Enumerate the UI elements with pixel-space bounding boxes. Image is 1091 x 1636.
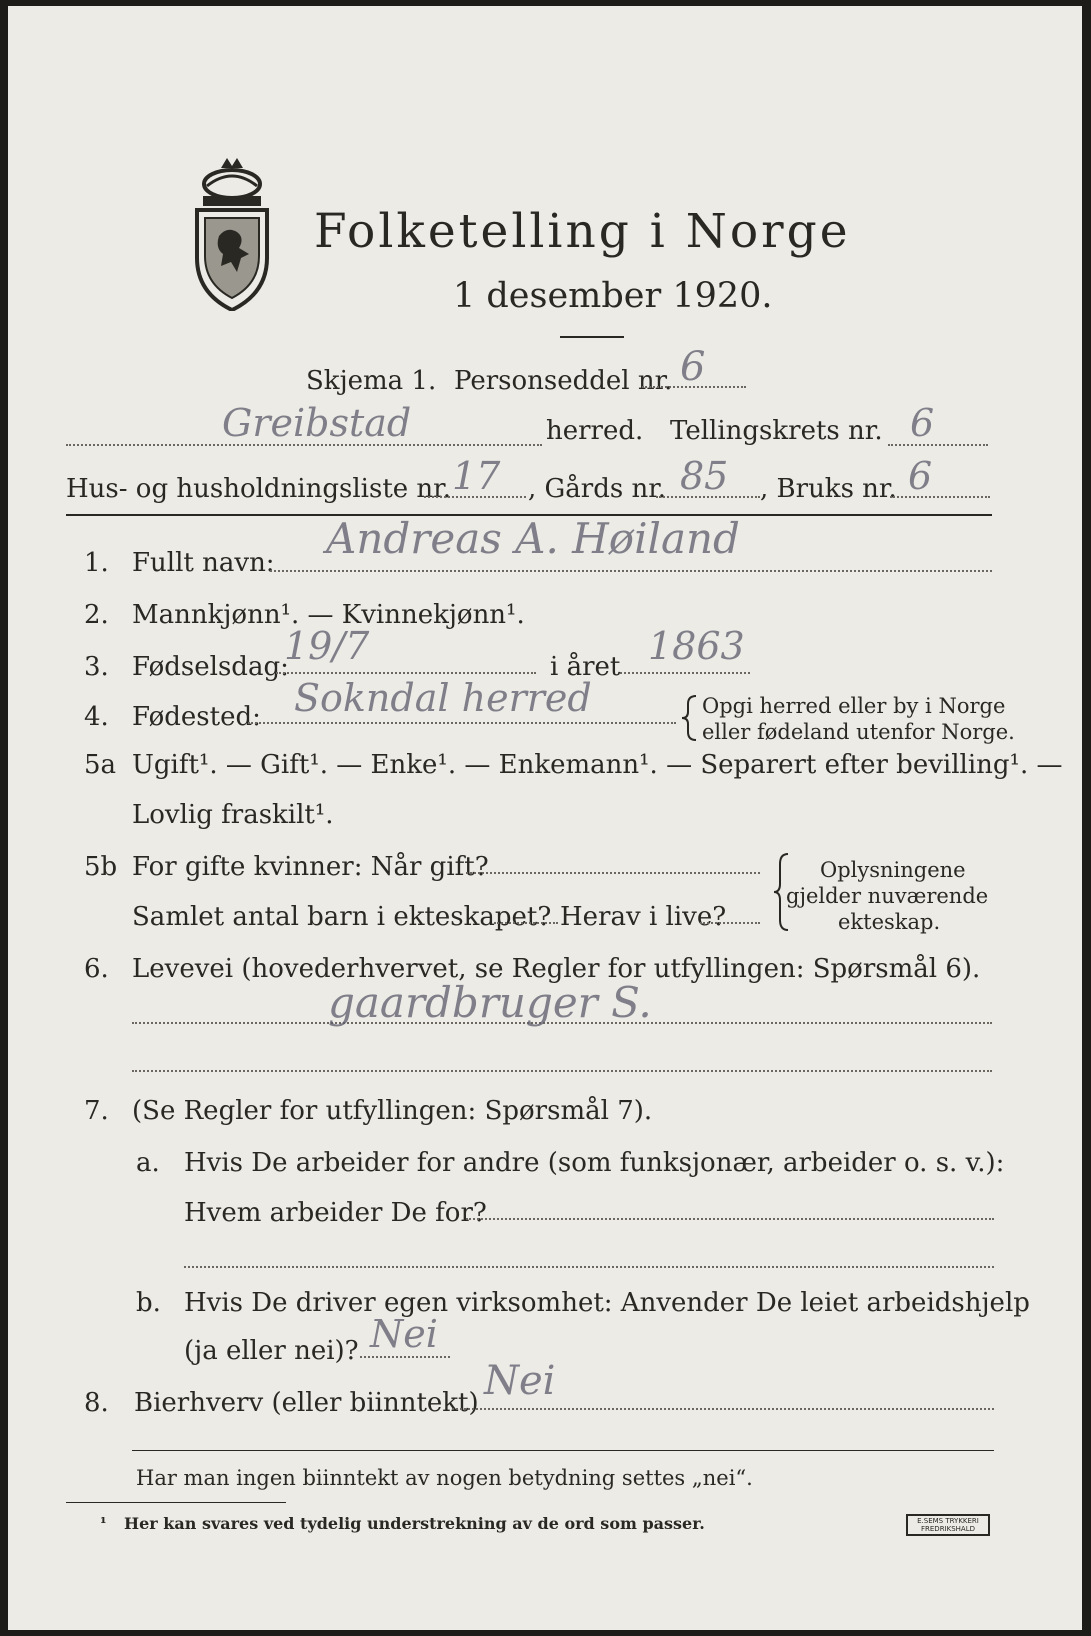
q5b-label-2: Samlet antal barn i ekteskapet? — [132, 902, 552, 932]
marital-status-options-2: Lovlig fraskilt¹. — [132, 800, 334, 830]
q5b-line-2 — [494, 922, 558, 924]
q7a-answer-line-2 — [184, 1266, 994, 1268]
hired-help-value: Nei — [370, 1312, 438, 1356]
q7b-answer-line — [360, 1356, 450, 1358]
printer-stamp-line-2: FREDRIKSHALD — [920, 1525, 975, 1533]
q7b-letter: b. — [136, 1288, 161, 1318]
q5b-label-1: For gifte kvinner: Når gift? — [132, 852, 489, 882]
footnote-mark: ¹ — [100, 1514, 107, 1532]
q7a-letter: a. — [136, 1148, 160, 1178]
q2-number: 2. — [84, 600, 109, 630]
q4-note-2: eller fødeland utenfor Norge. — [702, 720, 1015, 744]
q5b-label-3: Herav i live? — [560, 902, 727, 932]
q5b-line-1 — [466, 872, 760, 874]
birthplace-value: Sokndal herred — [294, 676, 592, 720]
title-divider — [560, 336, 624, 338]
q5b-line-3 — [700, 922, 760, 924]
printer-stamp — [906, 1514, 990, 1536]
q1-label: Fullt navn: — [132, 548, 275, 578]
full-name-value: Andreas A. Høiland — [326, 514, 740, 563]
bruks-line — [890, 496, 990, 498]
q1-line — [270, 570, 992, 572]
q5b-note-2: gjelder nuværende — [786, 884, 989, 908]
q5b-number: 5b — [84, 852, 118, 882]
schema-label: Skjema 1. — [306, 366, 437, 396]
q3-day-line — [276, 672, 536, 674]
q7b-line-1: Hvis De driver egen virksomhet: Anvender De leiet arbeidshjelp — [184, 1288, 1030, 1318]
q6-label: Levevei (hovederhvervet, se Regler for utfyllingen: Spørsmål 6). — [132, 954, 981, 984]
q7a-answer-line-1 — [466, 1218, 994, 1220]
q7-number: 7. — [84, 1096, 109, 1126]
q4-line — [248, 722, 676, 724]
q8-line — [452, 1408, 994, 1410]
q3-label: Fødselsdag: — [132, 652, 289, 682]
gards-value: 85 — [680, 454, 729, 498]
tellingskrets-value: 6 — [910, 401, 935, 445]
birth-year-value: 1863 — [648, 624, 745, 668]
gards-label: , Gårds nr. — [528, 474, 667, 504]
q5b-note-3: ekteskap. — [838, 910, 941, 934]
side-income-value: Nei — [484, 1358, 556, 1404]
q3-number: 3. — [84, 652, 109, 682]
herred-value: Greibstad — [222, 401, 412, 445]
q7-label: (Se Regler for utfyllingen: Spørsmål 7). — [132, 1096, 653, 1126]
personseddel-value: 6 — [680, 344, 706, 390]
q2-label: Mannkjønn¹. — Kvinnekjønn¹. — [132, 600, 525, 630]
marital-status-options: Ugift¹. — Gift¹. — Enke¹. — Enkemann¹. — Separert efter bevilling¹. — — [132, 750, 1063, 780]
q3-year-label: i året — [550, 652, 621, 682]
tellingskrets-line — [888, 444, 988, 446]
footer-divider — [132, 1450, 994, 1451]
bruks-value: 6 — [908, 454, 933, 498]
q8-label: Bierhverv (eller biinntekt) — [134, 1388, 479, 1418]
q6-line-2 — [132, 1070, 992, 1072]
q6-number: 6. — [84, 954, 109, 984]
form-title: Folketelling i Norge — [314, 204, 851, 259]
q3-year-line — [620, 672, 750, 674]
census-form-page — [8, 6, 1082, 1630]
q7b-line-2: (ja eller nei)? — [184, 1336, 359, 1366]
footnote-divider — [66, 1502, 286, 1503]
occupation-value: gaardbruger S. — [328, 978, 652, 1027]
q4-label: Fødested: — [132, 702, 261, 732]
q5a-number: 5a — [84, 750, 117, 780]
herred-label: herred. — [546, 416, 644, 446]
tellingskrets-label: Tellingskrets nr. — [670, 416, 883, 446]
q7a-line-1: Hvis De arbeider for andre (som funksjonær, arbeider o. s. v.): — [184, 1148, 1005, 1178]
printer-stamp-line-1: E.SEMS TRYKKERI — [917, 1517, 979, 1525]
census-date: 1 desember 1920. — [453, 276, 773, 316]
q4-brace-icon — [682, 694, 698, 742]
coat-of-arms-icon — [191, 156, 273, 311]
q8-number: 8. — [84, 1388, 109, 1418]
bruks-label: , Bruks nr. — [760, 474, 897, 504]
q4-number: 4. — [84, 702, 109, 732]
q4-note-1: Opgi herred eller by i Norge — [702, 694, 1006, 718]
q1-number: 1. — [84, 548, 109, 578]
personseddel-label: Personseddel nr. — [454, 366, 673, 396]
household-list-value: 17 — [452, 454, 501, 498]
household-list-label: Hus- og husholdningsliste nr. — [66, 474, 452, 504]
q5b-note-1: Oplysningene — [820, 858, 966, 882]
q7a-line-2: Hvem arbeider De for? — [184, 1198, 487, 1228]
birthday-value: 19/7 — [284, 624, 370, 668]
footnote-text: Her kan svares ved tydelig understrekning av de ord som passer. — [124, 1514, 705, 1533]
footer-note: Har man ingen biinntekt av nogen betydning settes „nei“. — [136, 1466, 753, 1490]
